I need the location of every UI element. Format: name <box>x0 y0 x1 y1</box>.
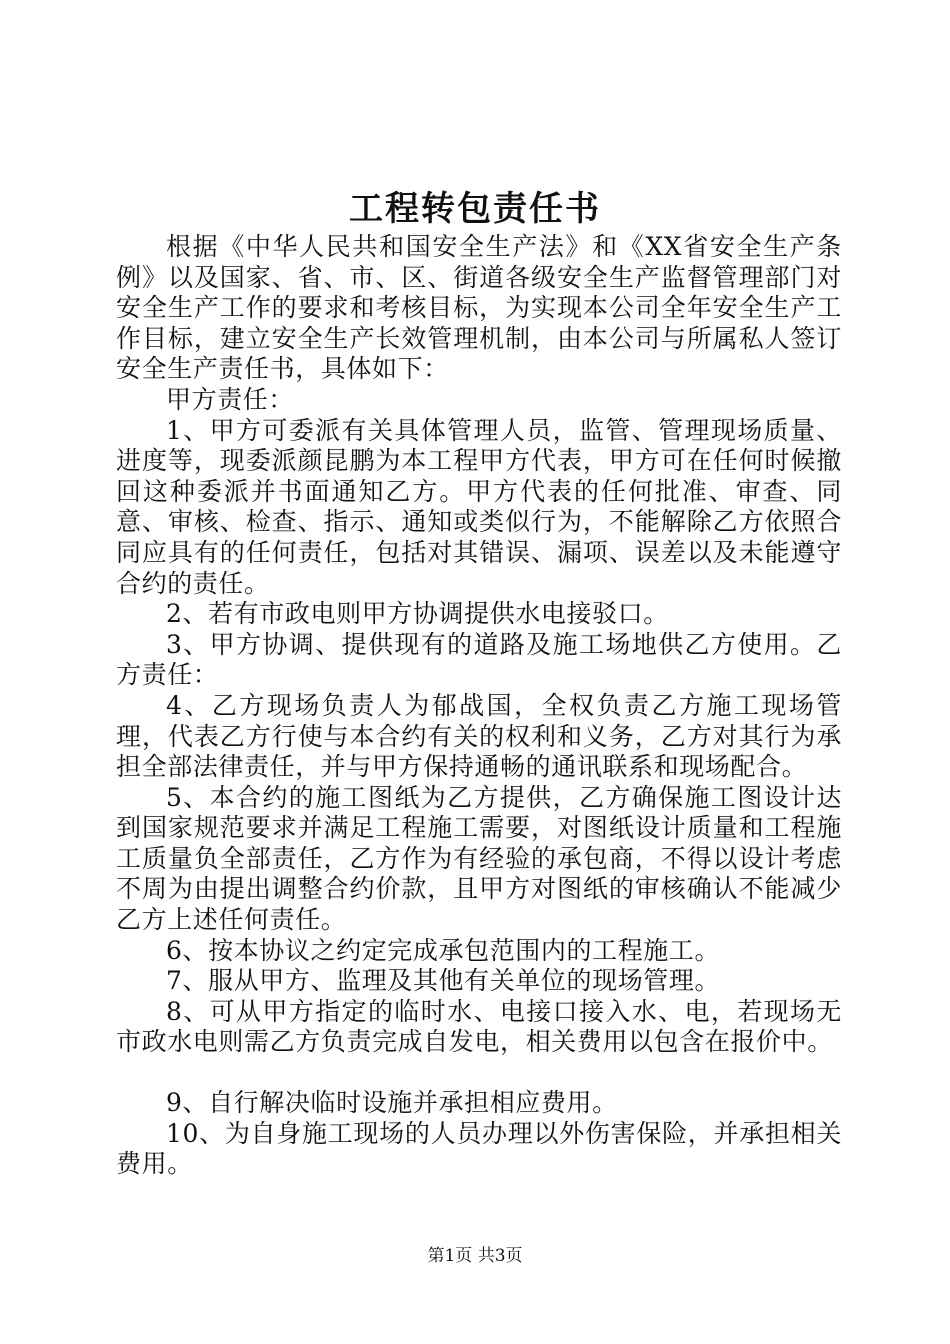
clause-6: 6、按本协议之约定完成承包范围内的工程施工。 <box>166 935 721 965</box>
document-body <box>116 232 842 1180</box>
clause-2: 2、若有市政电则甲方协调提供水电接驳口。 <box>166 599 669 629</box>
clause-7: 7、服从甲方、监理及其他有关单位的现场管理。 <box>166 966 721 996</box>
clause-10: 10、为自身施工现场的人员办理以外伤害保险，并承担相关费用。 <box>116 1118 842 1179</box>
intro-paragraph: 根据《中华人民共和国安全生产法》和《XX省安全生产条例》以及国家、省、市、区、街道各级安全生产监督管理部门对安全生产工作的要求和考核目标，为实现本公司全年安全生产工作目标，建立安全生产长效管理机制，由本公司与所属私人签订安全生产责任书，具体如下： <box>116 232 842 384</box>
clause-5: 5、本合约的施工图纸为乙方提供，乙方确保施工图设计达到国家规范要求并满足工程施工需要，对图纸设计质量和工程施工质量负全部责任，乙方作为有经验的承包商，不得以设计考虑不周为由提出调整合约价款，且甲方对图纸的审核确认不能减少乙方上述任何责任。 <box>116 782 842 935</box>
clause-3: 3、甲方协调、提供现有的道路及施工场地供乙方使用。乙方责任： <box>116 629 842 690</box>
clause-4: 4、乙方现场负责人为郁战国，全权负责乙方施工现场管理，代表乙方行使与本合约有关的权利和义务，乙方对其行为承担全部法律责任，并与甲方保持通畅的通讯联系和现场配合。 <box>116 690 842 782</box>
paragraph-spacer <box>116 1058 842 1088</box>
party-a-heading: 甲方责任： <box>166 384 295 414</box>
clause-9: 9、自行解决临时设施并承担相应费用。 <box>166 1088 618 1118</box>
page-number-footer: 第1页 共3页 <box>427 1246 523 1266</box>
document-title: 工程转包责任书 <box>349 189 601 229</box>
clause-8: 8、可从甲方指定的临时水、电接口接入水、电，若现场无市政水电则需乙方负责完成自发电，相关费用以包含在报价中。 <box>116 996 842 1057</box>
clause-1: 1、甲方可委派有关具体管理人员，监管、管理现场质量、进度等，现委派颜昆鹏为本工程甲方代表，甲方可在任何时候撤回这种委派并书面通知乙方。甲方代表的任何批准、审查、同意、审核、检查、指示、通知或类似行为，不能解除乙方依照合同应具有的任何责任，包括对其错误、漏项、误差以及未能遵守合约的责任。 <box>116 415 842 598</box>
